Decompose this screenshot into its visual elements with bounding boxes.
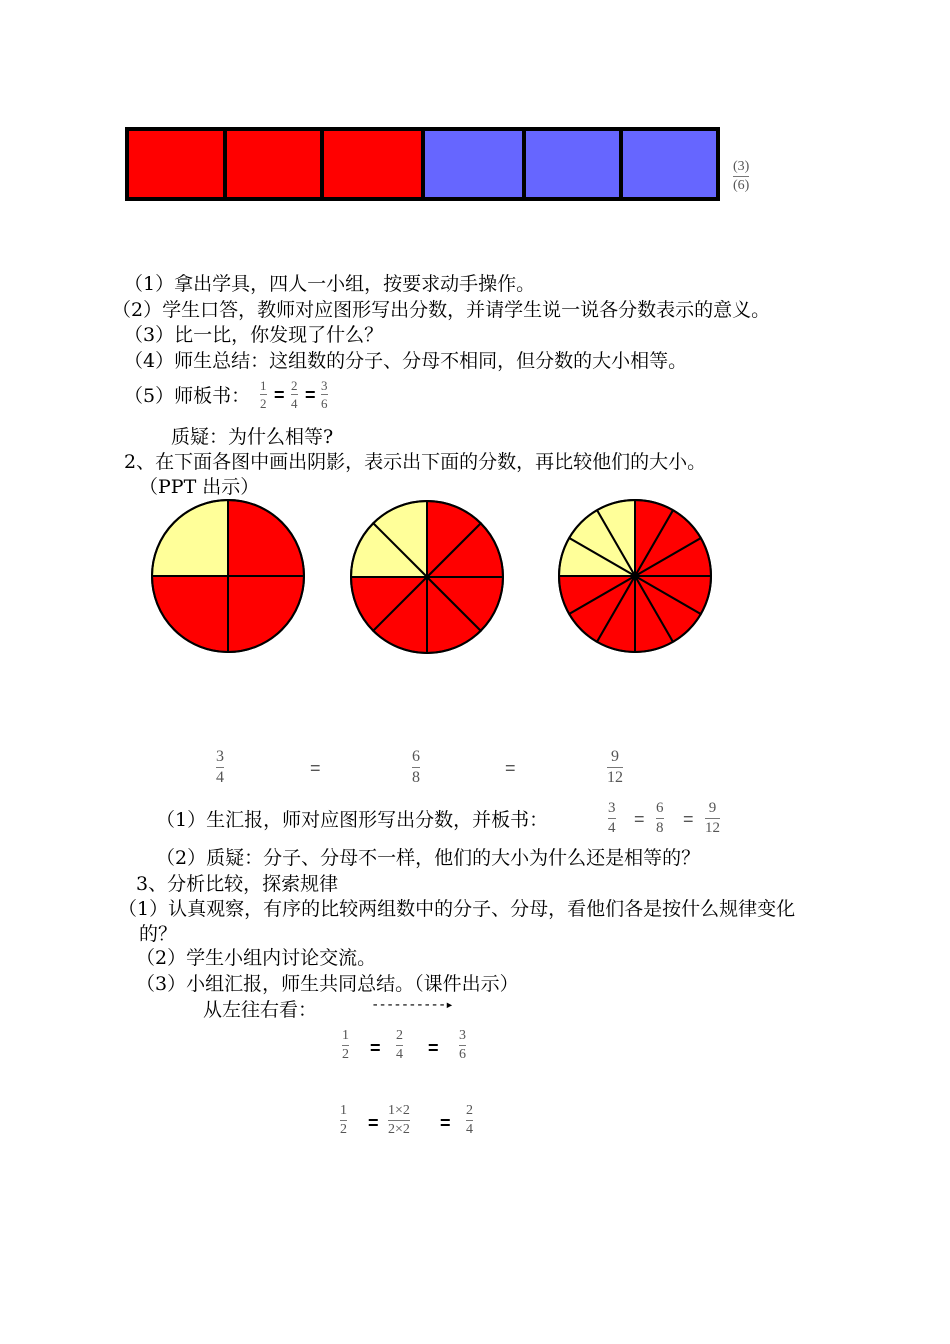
circle-eq-1: =: [310, 758, 321, 778]
s3-arrow: ----------▸: [371, 997, 453, 1013]
segmented-bar: [125, 127, 725, 203]
bar-cell-4: [423, 129, 524, 199]
fraction-circles: [140, 492, 740, 662]
rule-row1-frac-1: 1 2: [342, 1028, 349, 1062]
bar-cell-5: [524, 129, 621, 199]
s3-line-1b: 的？: [139, 923, 178, 945]
s2-ppt-note: （PPT 出示）: [139, 476, 260, 498]
s1-line-5: （5）师板书：: [124, 385, 251, 407]
report-frac-2: 6 8: [656, 800, 664, 836]
circle-frac-2: 6 8: [412, 748, 420, 786]
report-frac-1: 3 4: [608, 800, 616, 836]
board-frac-1: 1 2: [260, 378, 267, 411]
report-frac-3: 9 12: [705, 800, 720, 836]
bar-cell-6: [621, 129, 718, 199]
circle-1-sector-1: [152, 500, 228, 576]
board-frac-3: 3 6: [321, 378, 328, 411]
circle-frac-3: 9 12: [607, 748, 623, 786]
s2-heading: 2、在下面各图中画出阴影，表示出下面的分数，再比较他们的大小。: [124, 451, 707, 473]
board-eq-1: =: [274, 385, 285, 405]
s3-direction: 从左往右看：: [203, 999, 318, 1021]
rule-row1-frac-2: 2 4: [396, 1028, 403, 1062]
s3-line-2: （2）学生小组内讨论交流。: [136, 947, 377, 969]
rule-row1-frac-3: 3 6: [459, 1028, 466, 1062]
circle-eq-2: =: [505, 758, 516, 778]
s1-question: 质疑：为什么相等?: [171, 426, 334, 448]
bar-fraction: (3) (6): [733, 159, 750, 193]
rule-row1-eq-2: =: [428, 1038, 439, 1058]
arrow-head-icon: ▸: [445, 997, 453, 1013]
circle-1-sector-2: [152, 576, 228, 652]
rule-row2-eq-1: =: [368, 1113, 379, 1133]
bar-cell-1: [127, 129, 225, 199]
bar-cell-3: [322, 129, 423, 199]
rule-row2-frac-3: 2 4: [466, 1103, 473, 1137]
s1-line-3: （3）比一比，你发现了什么？: [124, 324, 384, 346]
rule-row2-frac-1: 1 2: [340, 1103, 347, 1137]
s1-line-4: （4）师生总结：这组数的分子、分母不相同，但分数的大小相等。: [124, 350, 688, 372]
s1-line-1: （1）拿出学具，四人一小组，按要求动手操作。: [124, 273, 536, 295]
rule-row1-eq-1: =: [370, 1038, 381, 1058]
bar-cell-2: [225, 129, 322, 199]
board-eq-2: =: [305, 385, 316, 405]
report-eq-1: =: [634, 809, 645, 829]
rule-row2-frac-2: 1×2 2×2: [388, 1103, 410, 1137]
circle-frac-1: 3 4: [216, 748, 224, 786]
s3-heading: 3、分析比较，探索规律: [136, 873, 339, 895]
circle-1-sector-3: [228, 576, 304, 652]
report-eq-2: =: [683, 809, 694, 829]
rule-row2-eq-2: =: [440, 1113, 451, 1133]
s3-line-1a: （1）认真观察，有序的比较两组数中的分子、分母，看他们各是按什么规律变化: [118, 898, 796, 920]
s2-report-line: （1）生汇报，师对应图形写出分数，并板书：: [156, 809, 549, 831]
s2-question-line: （2）质疑：分子、分母不一样，他们的大小为什么还是相等的？: [156, 847, 701, 869]
board-frac-2: 2 4: [291, 378, 298, 411]
circle-1-sector-4: [228, 500, 304, 576]
s3-line-3: （3）小组汇报，师生共同总结。（课件出示）: [136, 973, 519, 995]
s1-line-2: （2）学生口答，教师对应图形写出分数，并请学生说一说各分数表示的意义。: [112, 299, 771, 321]
